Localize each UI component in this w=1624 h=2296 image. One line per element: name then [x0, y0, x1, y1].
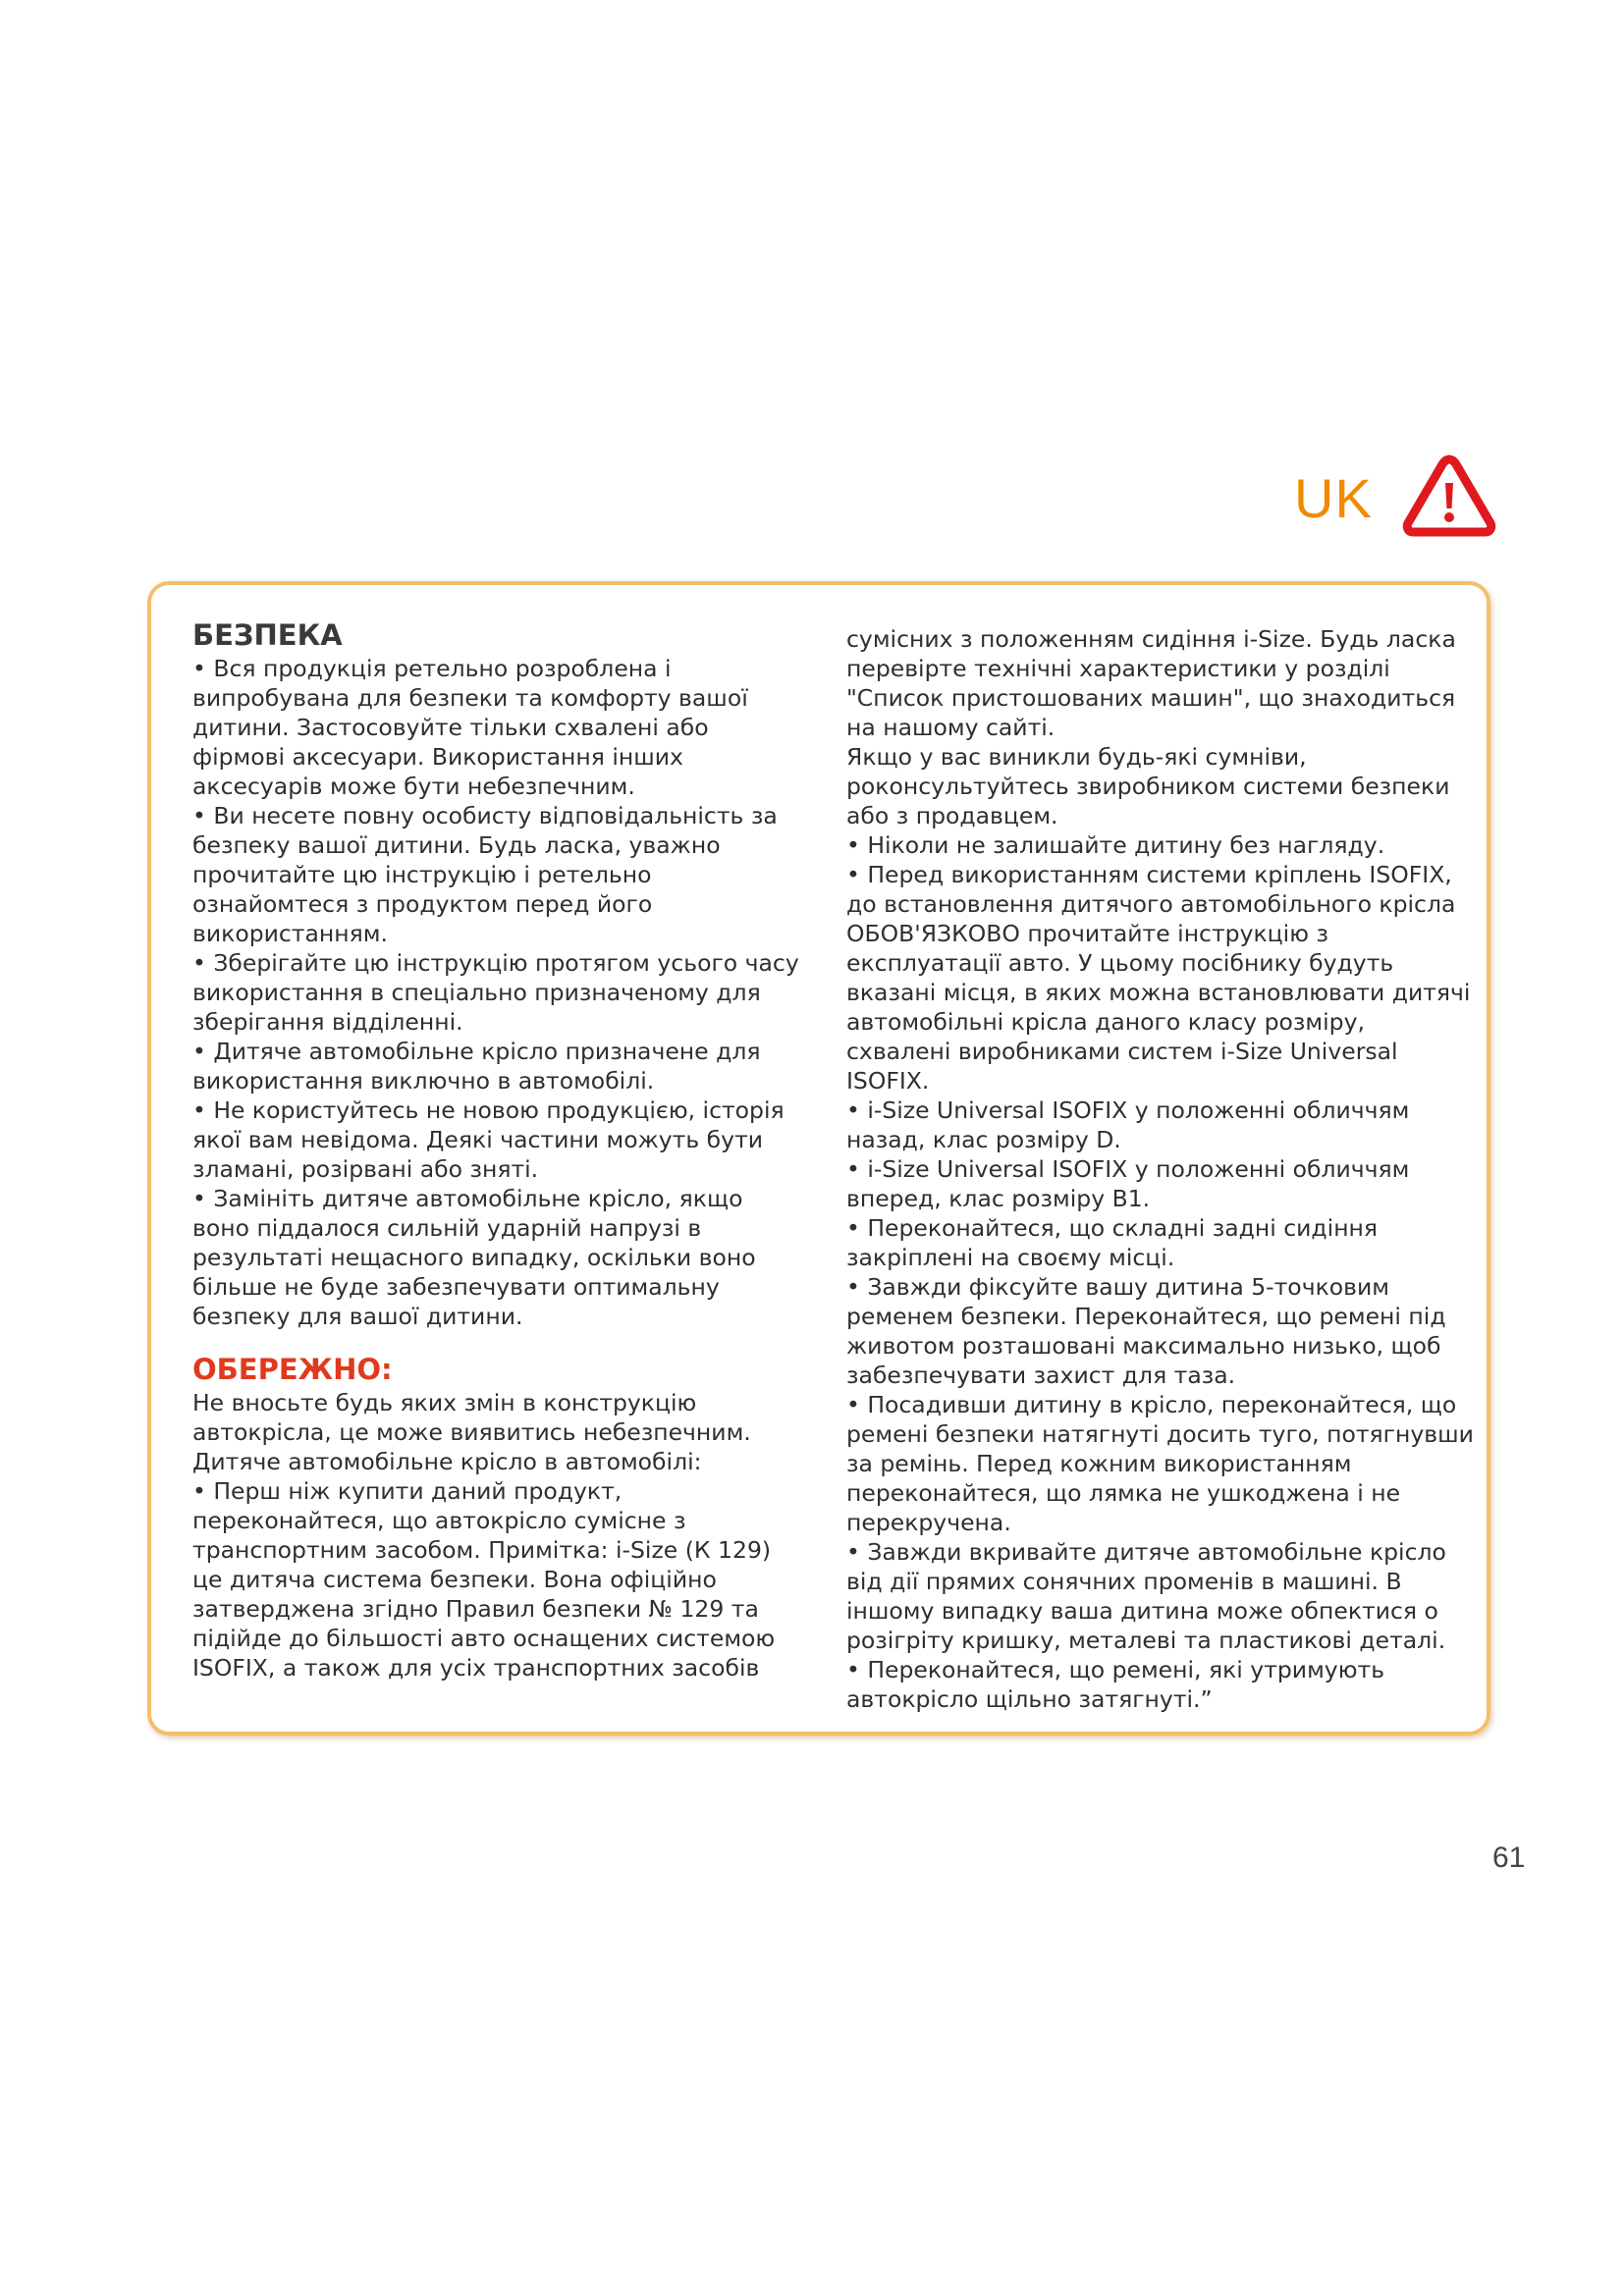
- warning-triangle-icon: [1402, 454, 1496, 538]
- safety-item: • Не користуйтесь не новою продукцією, історія якої вам невідома. Деякі частини можуть бути зламані, розірвані або зняті.: [192, 1096, 785, 1183]
- safety-item: • Ви несете повну особисту відповідальність за безпеку вашої дитини. Будь ласка, уважно прочитайте цю інструкцію і ретельно ознайомтеся з продуктом перед його використанням.: [192, 802, 778, 947]
- language-header: [1294, 444, 1500, 542]
- language-code: UK: [1294, 467, 1373, 529]
- safety-item: • Дитяче автомобільне крісло призначене для використання виключно в автомобілі.: [192, 1038, 761, 1095]
- caution-item: • i-Size Universal ISOFIX у положенні обличчям назад, клас розміру D.: [846, 1096, 1410, 1153]
- caution-item: • Перед використанням системи кріплень ISOFIX, до встановлення дитячого автомобільного крісла ОБОВ'ЯЗКОВО прочитайте інструкцію з експлуатації авто. У цьому посібнику будуть вказані місця, в яких можна встановлювати дитячі автомобільні крісла даного класу розміру, схвалені виробниками систем i-Size Universal ISOFIX.: [846, 861, 1471, 1095]
- caution-item: • Посадивши дитину в крісло, переконайтеся, що ремені безпеки натягнуті досить туго, потягнувши за ремінь. Перед кожним використанням переконайтеся, що лямка не ушкоджена і не перекручена.: [846, 1391, 1474, 1536]
- caution-intro: Не вносьте будь яких змін в конструкцію автокрісла, це може виявитись небезпечним. Дитяче автомобільне крісло в автомобілі:: [192, 1389, 751, 1475]
- safety-item: • Вся продукція ретельно розроблена і випробувана для безпеки та комфорту вашої дитини. Застосовуйте тільки схвалені або фірмові аксесуари. Використання інших аксесуарів може бути небезпечним.: [192, 655, 748, 800]
- caution-item: • Ніколи не залишайте дитину без нагляду.: [846, 831, 1385, 859]
- page-number: 61: [1492, 1842, 1526, 1874]
- safety-item: • Замініть дитяче автомобільне крісло, якщо воно піддалося сильній ударній напрузі в результаті нещасного випадку, оскільки воно більше не буде забезпечувати оптимальну безпеку для вашої дитини.: [192, 1185, 756, 1330]
- caution-item: • i-Size Universal ISOFIX у положенні обличчям вперед, клас розміру B1.: [846, 1155, 1410, 1212]
- safety-section-title: БЕЗПЕКА: [192, 618, 343, 652]
- safety-info-box: [147, 581, 1490, 1735]
- caution-item: • Переконайтеся, що ремені, які утримують автокрісло щільно затягнуті.”: [846, 1656, 1385, 1713]
- caution-item: • Завжди фіксуйте вашу дитина 5-точковим ременем безпеки. Переконайтеся, що ремені під животом розташовані максимально низько, щоб забезпечувати захист для таза.: [846, 1273, 1446, 1389]
- safety-item: • Зберігайте цю інструкцію протягом усього часу використання в спеціально призначеному для зберігання відділенні.: [192, 949, 799, 1036]
- right-column: [846, 624, 1475, 1714]
- caution-item: • Перш ніж купити даний продукт, переконайтеся, що автокрісло сумісне з транспортним засобом. Примітка: i-Size (К 129) це дитяча система безпеки. Вона офіційно затверджена згідно Правил безпеки № 129 та підійде до більшості авто оснащених системою ISOFIX, а також для усіх транспортних засобів: [192, 1477, 776, 1682]
- caution-section-title: ОБЕРЕЖНО:: [192, 1353, 393, 1386]
- caution-item: Якщо у вас виникли будь-які сумніви, роконсультуйтесь звиробником системи безпеки або з продавцем.: [846, 743, 1450, 829]
- left-column: [192, 609, 801, 1682]
- caution-item: сумісних з положенням сидіння i-Size. Будь ласка перевірте технічні характеристики у розділі "Список пристошованих машин", що знаходиться на нашому сайті.: [846, 625, 1456, 741]
- caution-item: • Переконайтеся, що складні задні сидіння закріплені на своєму місці.: [846, 1214, 1379, 1271]
- caution-item: • Завжди вкривайте дитяче автомобільне крісло від дії прямих сонячних променів в машині. В іншому випадку ваша дитина може обпектися о розігріту кришку, металеві та пластикові деталі.: [846, 1538, 1446, 1654]
